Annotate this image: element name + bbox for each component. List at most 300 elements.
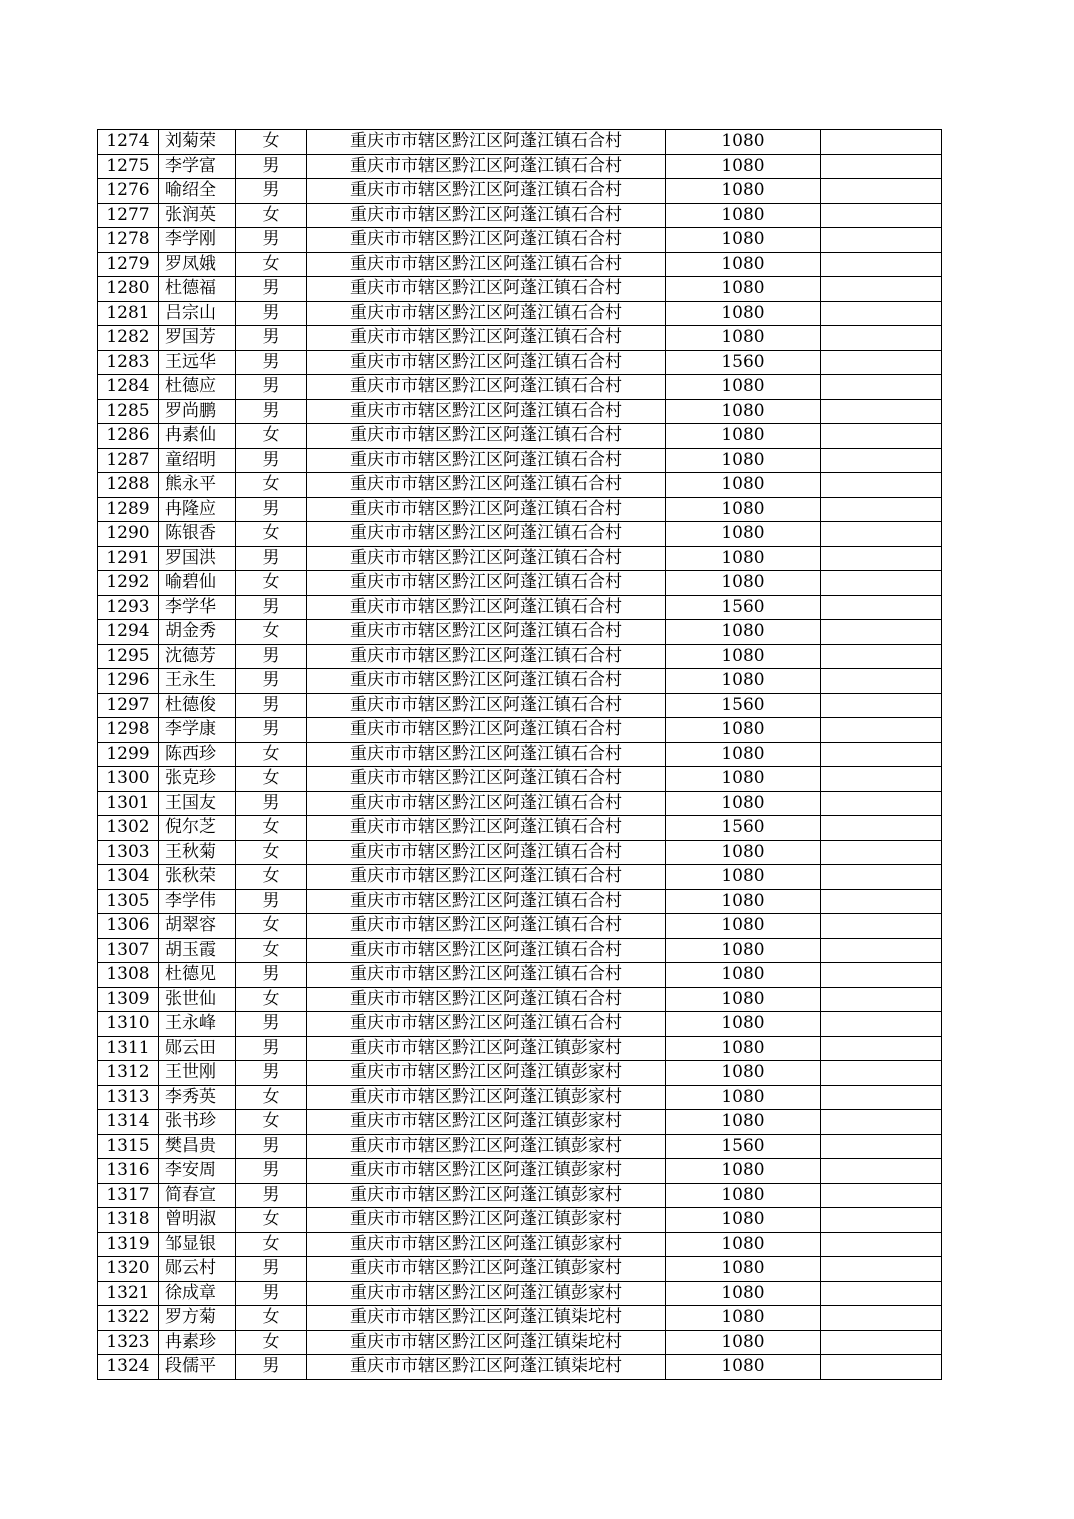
name-cell: 童绍明 xyxy=(159,448,236,473)
name-cell: 李学康 xyxy=(159,718,236,743)
gender-cell: 男 xyxy=(236,301,307,326)
gender-cell: 男 xyxy=(236,350,307,375)
amount-cell: 1080 xyxy=(666,546,821,571)
name-cell: 郧云田 xyxy=(159,1036,236,1061)
address-cell: 重庆市市辖区黔江区阿蓬江镇石合村 xyxy=(307,963,666,988)
address-cell: 重庆市市辖区黔江区阿蓬江镇石合村 xyxy=(307,424,666,449)
amount-cell: 1080 xyxy=(666,620,821,645)
name-cell: 倪尔芝 xyxy=(159,816,236,841)
gender-cell: 男 xyxy=(236,1281,307,1306)
name-cell: 陈西珍 xyxy=(159,742,236,767)
note-cell xyxy=(821,1012,942,1037)
row-number-cell: 1314 xyxy=(98,1110,159,1135)
name-cell: 罗国芳 xyxy=(159,326,236,351)
note-cell xyxy=(821,203,942,228)
gender-cell: 男 xyxy=(236,1183,307,1208)
table-row xyxy=(98,595,942,620)
table-body xyxy=(98,130,942,1380)
row-number-cell: 1296 xyxy=(98,669,159,694)
name-cell: 刘菊荣 xyxy=(159,130,236,155)
amount-cell: 1080 xyxy=(666,889,821,914)
address-cell: 重庆市市辖区黔江区阿蓬江镇石合村 xyxy=(307,571,666,596)
address-cell: 重庆市市辖区黔江区阿蓬江镇石合村 xyxy=(307,620,666,645)
table-row xyxy=(98,963,942,988)
row-number-cell: 1281 xyxy=(98,301,159,326)
note-cell xyxy=(821,816,942,841)
amount-cell: 1080 xyxy=(666,473,821,498)
row-number-cell: 1313 xyxy=(98,1085,159,1110)
table-row xyxy=(98,865,942,890)
amount-cell: 1080 xyxy=(666,228,821,253)
row-number-cell: 1282 xyxy=(98,326,159,351)
address-cell: 重庆市市辖区黔江区阿蓬江镇石合村 xyxy=(307,865,666,890)
row-number-cell: 1308 xyxy=(98,963,159,988)
table-row xyxy=(98,1061,942,1086)
name-cell: 冉素仙 xyxy=(159,424,236,449)
gender-cell: 男 xyxy=(236,595,307,620)
address-cell: 重庆市市辖区黔江区阿蓬江镇彭家村 xyxy=(307,1110,666,1135)
gender-cell: 男 xyxy=(236,1036,307,1061)
note-cell xyxy=(821,1159,942,1184)
row-number-cell: 1301 xyxy=(98,791,159,816)
name-cell: 李安周 xyxy=(159,1159,236,1184)
table-row xyxy=(98,840,942,865)
gender-cell: 男 xyxy=(236,1061,307,1086)
note-cell xyxy=(821,497,942,522)
note-cell xyxy=(821,277,942,302)
row-number-cell: 1279 xyxy=(98,252,159,277)
address-cell: 重庆市市辖区黔江区阿蓬江镇石合村 xyxy=(307,546,666,571)
amount-cell: 1080 xyxy=(666,1208,821,1233)
amount-cell: 1080 xyxy=(666,399,821,424)
amount-cell: 1080 xyxy=(666,1061,821,1086)
gender-cell: 男 xyxy=(236,228,307,253)
note-cell xyxy=(821,791,942,816)
amount-cell: 1080 xyxy=(666,669,821,694)
table-row xyxy=(98,620,942,645)
table-row xyxy=(98,1330,942,1355)
gender-cell: 男 xyxy=(236,399,307,424)
name-cell: 李学富 xyxy=(159,154,236,179)
note-cell xyxy=(821,1110,942,1135)
amount-cell: 1080 xyxy=(666,1085,821,1110)
row-number-cell: 1307 xyxy=(98,938,159,963)
note-cell xyxy=(821,595,942,620)
amount-cell: 1080 xyxy=(666,130,821,155)
name-cell: 王永峰 xyxy=(159,1012,236,1037)
note-cell xyxy=(821,1306,942,1331)
name-cell: 张克珍 xyxy=(159,767,236,792)
name-cell: 徐成章 xyxy=(159,1281,236,1306)
amount-cell: 1560 xyxy=(666,595,821,620)
amount-cell: 1080 xyxy=(666,1183,821,1208)
address-cell: 重庆市市辖区黔江区阿蓬江镇柒坨村 xyxy=(307,1306,666,1331)
amount-cell: 1080 xyxy=(666,914,821,939)
row-number-cell: 1278 xyxy=(98,228,159,253)
note-cell xyxy=(821,154,942,179)
note-cell xyxy=(821,399,942,424)
table-row xyxy=(98,1281,942,1306)
amount-cell: 1080 xyxy=(666,767,821,792)
note-cell xyxy=(821,840,942,865)
amount-cell: 1080 xyxy=(666,326,821,351)
row-number-cell: 1294 xyxy=(98,620,159,645)
gender-cell: 女 xyxy=(236,1330,307,1355)
amount-cell: 1080 xyxy=(666,840,821,865)
gender-cell: 男 xyxy=(236,546,307,571)
table-row xyxy=(98,791,942,816)
table-row xyxy=(98,693,942,718)
note-cell xyxy=(821,179,942,204)
address-cell: 重庆市市辖区黔江区阿蓬江镇石合村 xyxy=(307,130,666,155)
gender-cell: 女 xyxy=(236,1208,307,1233)
address-cell: 重庆市市辖区黔江区阿蓬江镇石合村 xyxy=(307,277,666,302)
name-cell: 冉素珍 xyxy=(159,1330,236,1355)
gender-cell: 女 xyxy=(236,1110,307,1135)
note-cell xyxy=(821,546,942,571)
table-row xyxy=(98,497,942,522)
name-cell: 张秋荣 xyxy=(159,865,236,890)
row-number-cell: 1319 xyxy=(98,1232,159,1257)
gender-cell: 女 xyxy=(236,203,307,228)
note-cell xyxy=(821,865,942,890)
amount-cell: 1080 xyxy=(666,938,821,963)
table-row xyxy=(98,473,942,498)
row-number-cell: 1315 xyxy=(98,1134,159,1159)
gender-cell: 女 xyxy=(236,840,307,865)
table-row xyxy=(98,1012,942,1037)
note-cell xyxy=(821,228,942,253)
row-number-cell: 1300 xyxy=(98,767,159,792)
name-cell: 李学伟 xyxy=(159,889,236,914)
note-cell xyxy=(821,914,942,939)
amount-cell: 1080 xyxy=(666,742,821,767)
name-cell: 冉隆应 xyxy=(159,497,236,522)
amount-cell: 1080 xyxy=(666,865,821,890)
data-table xyxy=(97,129,942,1380)
note-cell xyxy=(821,620,942,645)
note-cell xyxy=(821,301,942,326)
gender-cell: 男 xyxy=(236,1134,307,1159)
table-row xyxy=(98,252,942,277)
address-cell: 重庆市市辖区黔江区阿蓬江镇石合村 xyxy=(307,987,666,1012)
amount-cell: 1080 xyxy=(666,1281,821,1306)
amount-cell: 1080 xyxy=(666,1110,821,1135)
address-cell: 重庆市市辖区黔江区阿蓬江镇石合村 xyxy=(307,791,666,816)
gender-cell: 女 xyxy=(236,1306,307,1331)
amount-cell: 1080 xyxy=(666,644,821,669)
address-cell: 重庆市市辖区黔江区阿蓬江镇彭家村 xyxy=(307,1159,666,1184)
amount-cell: 1080 xyxy=(666,718,821,743)
gender-cell: 男 xyxy=(236,1355,307,1380)
note-cell xyxy=(821,424,942,449)
address-cell: 重庆市市辖区黔江区阿蓬江镇石合村 xyxy=(307,889,666,914)
row-number-cell: 1289 xyxy=(98,497,159,522)
address-cell: 重庆市市辖区黔江区阿蓬江镇石合村 xyxy=(307,154,666,179)
address-cell: 重庆市市辖区黔江区阿蓬江镇石合村 xyxy=(307,644,666,669)
note-cell xyxy=(821,938,942,963)
address-cell: 重庆市市辖区黔江区阿蓬江镇彭家村 xyxy=(307,1085,666,1110)
gender-cell: 女 xyxy=(236,767,307,792)
note-cell xyxy=(821,1208,942,1233)
row-number-cell: 1292 xyxy=(98,571,159,596)
table-row xyxy=(98,1208,942,1233)
gender-cell: 男 xyxy=(236,375,307,400)
address-cell: 重庆市市辖区黔江区阿蓬江镇彭家村 xyxy=(307,1257,666,1282)
name-cell: 王世刚 xyxy=(159,1061,236,1086)
amount-cell: 1560 xyxy=(666,350,821,375)
name-cell: 王秋菊 xyxy=(159,840,236,865)
address-cell: 重庆市市辖区黔江区阿蓬江镇石合村 xyxy=(307,914,666,939)
name-cell: 王国友 xyxy=(159,791,236,816)
name-cell: 张书珍 xyxy=(159,1110,236,1135)
amount-cell: 1080 xyxy=(666,1232,821,1257)
amount-cell: 1080 xyxy=(666,497,821,522)
note-cell xyxy=(821,350,942,375)
amount-cell: 1080 xyxy=(666,301,821,326)
gender-cell: 女 xyxy=(236,620,307,645)
table-row xyxy=(98,228,942,253)
gender-cell: 女 xyxy=(236,938,307,963)
gender-cell: 女 xyxy=(236,130,307,155)
address-cell: 重庆市市辖区黔江区阿蓬江镇彭家村 xyxy=(307,1183,666,1208)
note-cell xyxy=(821,963,942,988)
table-row xyxy=(98,1257,942,1282)
note-cell xyxy=(821,1085,942,1110)
address-cell: 重庆市市辖区黔江区阿蓬江镇石合村 xyxy=(307,595,666,620)
name-cell: 王永生 xyxy=(159,669,236,694)
address-cell: 重庆市市辖区黔江区阿蓬江镇石合村 xyxy=(307,742,666,767)
gender-cell: 男 xyxy=(236,1159,307,1184)
name-cell: 罗凤娥 xyxy=(159,252,236,277)
row-number-cell: 1291 xyxy=(98,546,159,571)
amount-cell: 1080 xyxy=(666,1036,821,1061)
amount-cell: 1080 xyxy=(666,1330,821,1355)
note-cell xyxy=(821,767,942,792)
name-cell: 杜德俊 xyxy=(159,693,236,718)
row-number-cell: 1303 xyxy=(98,840,159,865)
note-cell xyxy=(821,742,942,767)
table-row xyxy=(98,742,942,767)
address-cell: 重庆市市辖区黔江区阿蓬江镇彭家村 xyxy=(307,1134,666,1159)
name-cell: 张润英 xyxy=(159,203,236,228)
address-cell: 重庆市市辖区黔江区阿蓬江镇石合村 xyxy=(307,938,666,963)
gender-cell: 女 xyxy=(236,1085,307,1110)
name-cell: 熊永平 xyxy=(159,473,236,498)
gender-cell: 女 xyxy=(236,473,307,498)
address-cell: 重庆市市辖区黔江区阿蓬江镇石合村 xyxy=(307,399,666,424)
row-number-cell: 1322 xyxy=(98,1306,159,1331)
note-cell xyxy=(821,1281,942,1306)
row-number-cell: 1297 xyxy=(98,693,159,718)
table-row xyxy=(98,277,942,302)
table-row xyxy=(98,1085,942,1110)
note-cell xyxy=(821,1183,942,1208)
table-row xyxy=(98,571,942,596)
row-number-cell: 1284 xyxy=(98,375,159,400)
table-row xyxy=(98,350,942,375)
row-number-cell: 1324 xyxy=(98,1355,159,1380)
table-row xyxy=(98,375,942,400)
address-cell: 重庆市市辖区黔江区阿蓬江镇石合村 xyxy=(307,816,666,841)
name-cell: 简春宣 xyxy=(159,1183,236,1208)
amount-cell: 1080 xyxy=(666,522,821,547)
row-number-cell: 1317 xyxy=(98,1183,159,1208)
address-cell: 重庆市市辖区黔江区阿蓬江镇石合村 xyxy=(307,326,666,351)
name-cell: 吕宗山 xyxy=(159,301,236,326)
name-cell: 郧云村 xyxy=(159,1257,236,1282)
row-number-cell: 1287 xyxy=(98,448,159,473)
name-cell: 曾明淑 xyxy=(159,1208,236,1233)
amount-cell: 1080 xyxy=(666,571,821,596)
name-cell: 杜德应 xyxy=(159,375,236,400)
table-row xyxy=(98,522,942,547)
name-cell: 樊昌贵 xyxy=(159,1134,236,1159)
table-row xyxy=(98,1306,942,1331)
address-cell: 重庆市市辖区黔江区阿蓬江镇石合村 xyxy=(307,767,666,792)
amount-cell: 1080 xyxy=(666,987,821,1012)
row-number-cell: 1302 xyxy=(98,816,159,841)
note-cell xyxy=(821,130,942,155)
amount-cell: 1080 xyxy=(666,1012,821,1037)
amount-cell: 1560 xyxy=(666,693,821,718)
table-row xyxy=(98,326,942,351)
row-number-cell: 1311 xyxy=(98,1036,159,1061)
table-row xyxy=(98,130,942,155)
name-cell: 王远华 xyxy=(159,350,236,375)
amount-cell: 1080 xyxy=(666,203,821,228)
name-cell: 沈德芳 xyxy=(159,644,236,669)
table-row xyxy=(98,938,942,963)
amount-cell: 1080 xyxy=(666,1159,821,1184)
table-row xyxy=(98,448,942,473)
note-cell xyxy=(821,718,942,743)
row-number-cell: 1306 xyxy=(98,914,159,939)
table-row xyxy=(98,1183,942,1208)
table-row xyxy=(98,1036,942,1061)
row-number-cell: 1293 xyxy=(98,595,159,620)
gender-cell: 男 xyxy=(236,644,307,669)
address-cell: 重庆市市辖区黔江区阿蓬江镇石合村 xyxy=(307,522,666,547)
amount-cell: 1080 xyxy=(666,791,821,816)
table-row xyxy=(98,889,942,914)
name-cell: 李学华 xyxy=(159,595,236,620)
gender-cell: 女 xyxy=(236,1232,307,1257)
gender-cell: 男 xyxy=(236,693,307,718)
gender-cell: 女 xyxy=(236,987,307,1012)
row-number-cell: 1280 xyxy=(98,277,159,302)
name-cell: 李学刚 xyxy=(159,228,236,253)
name-cell: 李秀英 xyxy=(159,1085,236,1110)
gender-cell: 女 xyxy=(236,742,307,767)
row-number-cell: 1310 xyxy=(98,1012,159,1037)
table-row xyxy=(98,816,942,841)
address-cell: 重庆市市辖区黔江区阿蓬江镇石合村 xyxy=(307,1012,666,1037)
gender-cell: 女 xyxy=(236,914,307,939)
address-cell: 重庆市市辖区黔江区阿蓬江镇石合村 xyxy=(307,448,666,473)
note-cell xyxy=(821,693,942,718)
note-cell xyxy=(821,571,942,596)
address-cell: 重庆市市辖区黔江区阿蓬江镇石合村 xyxy=(307,203,666,228)
table-row xyxy=(98,179,942,204)
address-cell: 重庆市市辖区黔江区阿蓬江镇石合村 xyxy=(307,669,666,694)
name-cell: 张世仙 xyxy=(159,987,236,1012)
table-row xyxy=(98,718,942,743)
row-number-cell: 1304 xyxy=(98,865,159,890)
note-cell xyxy=(821,669,942,694)
address-cell: 重庆市市辖区黔江区阿蓬江镇石合村 xyxy=(307,301,666,326)
amount-cell: 1080 xyxy=(666,963,821,988)
note-cell xyxy=(821,326,942,351)
note-cell xyxy=(821,252,942,277)
row-number-cell: 1276 xyxy=(98,179,159,204)
table-row xyxy=(98,203,942,228)
address-cell: 重庆市市辖区黔江区阿蓬江镇石合村 xyxy=(307,473,666,498)
row-number-cell: 1295 xyxy=(98,644,159,669)
note-cell xyxy=(821,1232,942,1257)
row-number-cell: 1318 xyxy=(98,1208,159,1233)
address-cell: 重庆市市辖区黔江区阿蓬江镇彭家村 xyxy=(307,1208,666,1233)
address-cell: 重庆市市辖区黔江区阿蓬江镇柒坨村 xyxy=(307,1330,666,1355)
table-row xyxy=(98,301,942,326)
table-row xyxy=(98,644,942,669)
row-number-cell: 1274 xyxy=(98,130,159,155)
amount-cell: 1080 xyxy=(666,448,821,473)
gender-cell: 男 xyxy=(236,1257,307,1282)
name-cell: 杜德福 xyxy=(159,277,236,302)
name-cell: 罗国洪 xyxy=(159,546,236,571)
name-cell: 段儒平 xyxy=(159,1355,236,1380)
amount-cell: 1080 xyxy=(666,154,821,179)
gender-cell: 男 xyxy=(236,669,307,694)
amount-cell: 1080 xyxy=(666,1355,821,1380)
note-cell xyxy=(821,889,942,914)
gender-cell: 男 xyxy=(236,889,307,914)
gender-cell: 男 xyxy=(236,1012,307,1037)
row-number-cell: 1286 xyxy=(98,424,159,449)
address-cell: 重庆市市辖区黔江区阿蓬江镇柒坨村 xyxy=(307,1355,666,1380)
gender-cell: 男 xyxy=(236,497,307,522)
address-cell: 重庆市市辖区黔江区阿蓬江镇石合村 xyxy=(307,718,666,743)
row-number-cell: 1309 xyxy=(98,987,159,1012)
name-cell: 胡金秀 xyxy=(159,620,236,645)
address-cell: 重庆市市辖区黔江区阿蓬江镇彭家村 xyxy=(307,1061,666,1086)
table-row xyxy=(98,1134,942,1159)
row-number-cell: 1288 xyxy=(98,473,159,498)
address-cell: 重庆市市辖区黔江区阿蓬江镇彭家村 xyxy=(307,1281,666,1306)
row-number-cell: 1285 xyxy=(98,399,159,424)
table-row xyxy=(98,154,942,179)
gender-cell: 女 xyxy=(236,424,307,449)
name-cell: 喻绍全 xyxy=(159,179,236,204)
table-row xyxy=(98,669,942,694)
gender-cell: 男 xyxy=(236,326,307,351)
table-row xyxy=(98,767,942,792)
note-cell xyxy=(821,644,942,669)
name-cell: 杜德见 xyxy=(159,963,236,988)
amount-cell: 1080 xyxy=(666,1257,821,1282)
address-cell: 重庆市市辖区黔江区阿蓬江镇彭家村 xyxy=(307,1036,666,1061)
gender-cell: 女 xyxy=(236,865,307,890)
row-number-cell: 1312 xyxy=(98,1061,159,1086)
address-cell: 重庆市市辖区黔江区阿蓬江镇石合村 xyxy=(307,252,666,277)
note-cell xyxy=(821,448,942,473)
address-cell: 重庆市市辖区黔江区阿蓬江镇石合村 xyxy=(307,840,666,865)
row-number-cell: 1298 xyxy=(98,718,159,743)
amount-cell: 1080 xyxy=(666,424,821,449)
address-cell: 重庆市市辖区黔江区阿蓬江镇石合村 xyxy=(307,693,666,718)
name-cell: 胡翠容 xyxy=(159,914,236,939)
